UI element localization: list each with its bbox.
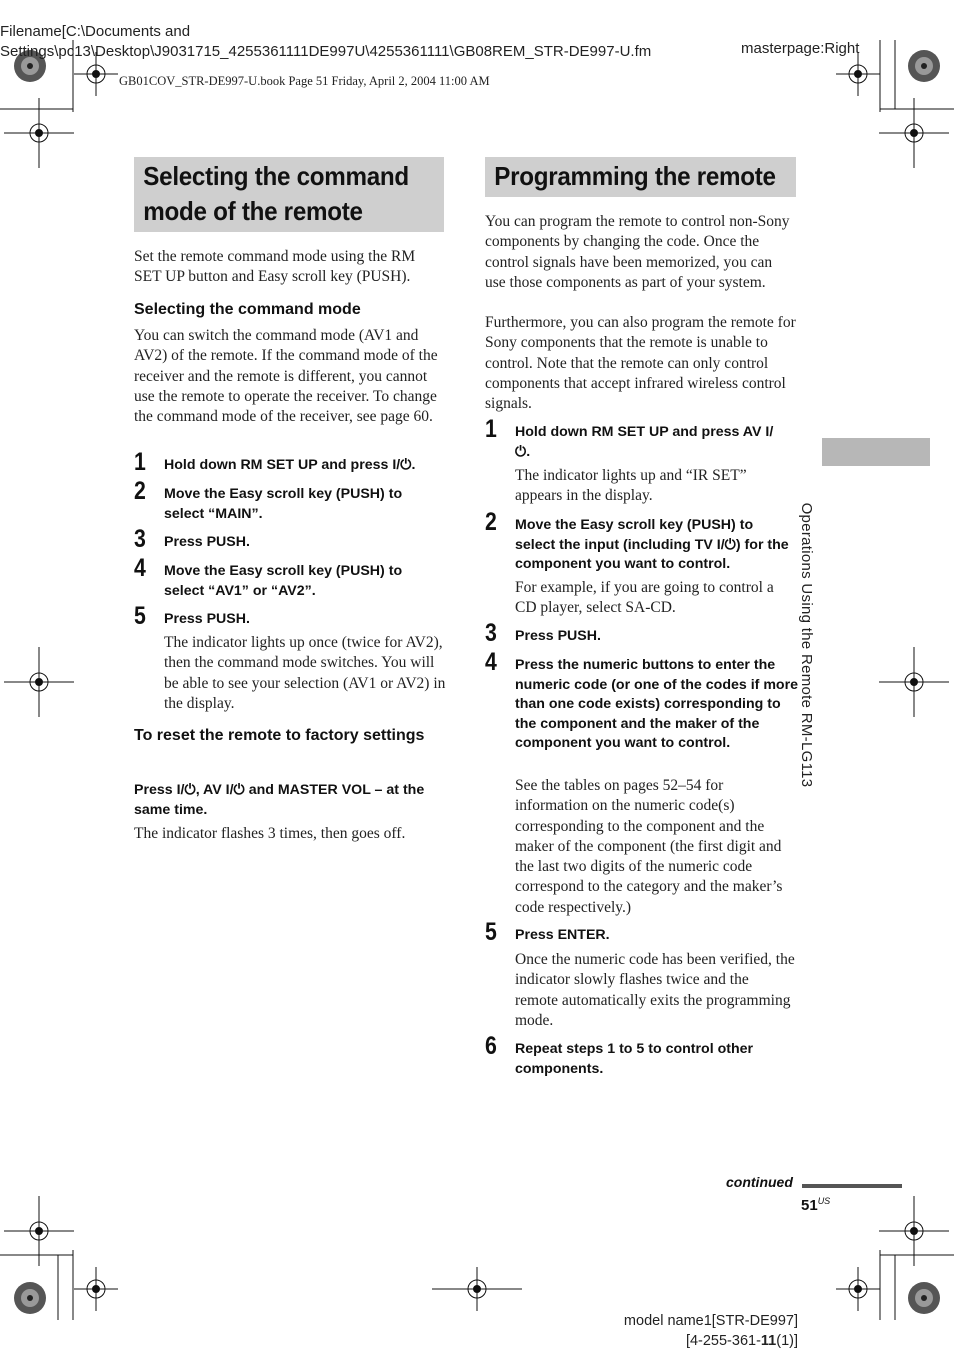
page-number: [801, 1196, 830, 1214]
masterpage-label: masterpage:Right: [741, 40, 860, 57]
left-step-text: Move the Easy scroll key (PUSH) to select “MAIN”.: [164, 486, 403, 522]
right-paragraph-2: Furthermore, you can also program the remote for Sony components that the remote is unable to control. Note that the remote can only control components that accept infrared wireless control signals.: [485, 314, 796, 413]
left-intro: Set the remote command mode using the RM SET UP button and Easy scroll key (PUSH).: [134, 248, 416, 286]
left-step-number: 3: [134, 525, 146, 553]
right-step-number: 6: [485, 1032, 497, 1060]
left-step-text: Press PUSH.: [164, 534, 250, 550]
book-info-line: GB01COV_STR-DE997-U.book Page 51 Friday, April 2, 2004 11:00 AM: [119, 74, 490, 88]
left-paragraph: You can switch the command mode (AV1 and AV2) of the remote. If the command mode of the receiver and the remote is different, you cannot use the remote to operate the receiver. To change the command mode of the receiver, see page 60.: [134, 327, 438, 426]
continued-label: continued: [726, 1174, 793, 1190]
left-step-detail: The indicator lights up once (twice for AV2), then the command mode switches. You will be able to see your selection (AV1 or AV2) in the display.: [164, 634, 446, 712]
continued-rule: [802, 1184, 902, 1188]
left-step-number: 4: [134, 554, 146, 582]
left-step-text: Hold down RM SET UP and press I/⏻.: [164, 457, 416, 473]
right-step-number: 3: [485, 619, 497, 647]
reset-heading: To reset the remote to factory settings: [134, 727, 425, 744]
right-step-detail: Once the numeric code has been verified, the indicator slowly flashes twice and the remote automatically exits the programming mode.: [515, 951, 795, 1029]
model-line-1: model name1[STR-DE997]: [623, 1313, 798, 1329]
right-paragraph-1: You can program the remote to control non-Sony components by changing the code. Once the control signals have been memorized, you can use those components as part of your system.: [485, 213, 790, 291]
left-step-number: 1: [134, 448, 146, 476]
left-step-text: Move the Easy scroll key (PUSH) to select “AV1” or “AV2”.: [164, 563, 403, 599]
right-section-heading: Programming the remote: [494, 161, 776, 191]
right-step-number: 1: [485, 415, 497, 443]
right-step-text: Hold down RM SET UP and press AV I/⏻.: [515, 424, 774, 460]
left-step-number: 2: [134, 477, 146, 505]
right-section-heading-box: [485, 157, 796, 197]
right-step-detail: The indicator lights up and “IR SET” appears in the display.: [515, 467, 747, 505]
left-step-text: Press PUSH.: [164, 611, 250, 627]
left-subheading: Selecting the command mode: [134, 301, 361, 318]
right-step-number: 4: [485, 648, 497, 676]
page-number-suffix: US: [817, 1196, 831, 1206]
right-step-text: Press the numeric buttons to enter the numeric code (or one of the codes if more than one code exists) corresponding to the component and the maker of the component you want to control.: [515, 657, 799, 751]
model-info: [560, 1311, 798, 1351]
right-step-text: Repeat steps 1 to 5 to control other components.: [515, 1041, 754, 1077]
right-step-text: Press PUSH.: [515, 628, 601, 644]
model-line-2: [560, 1331, 798, 1351]
right-step-detail: See the tables on pages 52–54 for information on the numeric code(s) corresponding to the component and the maker of the component (the first digit and the last two digits of the numeric code correspond to the category and the maker’s code respectively.): [515, 777, 783, 916]
left-step-number: 5: [134, 602, 146, 630]
model-code-suffix: (1)]: [776, 1333, 798, 1349]
right-step-text: Move the Easy scroll key (PUSH) to select the input (including TV I/⏻) for the component you want to control.: [515, 517, 789, 572]
section-tab-marker: [822, 438, 930, 466]
file-path-slug: Filename[C:\Documents and Settings\pc13\Desktop\J9031715_4255361111DE997U\4255361111\GB08REM_STR-DE997-U.fm: [0, 23, 652, 60]
right-step-detail: For example, if you are going to control a CD player, select SA-CD.: [515, 579, 774, 617]
reset-instruction: Press I/⏻, AV I/⏻ and MASTER VOL – at the same time.: [134, 782, 425, 818]
reset-result: The indicator flashes 3 times, then goes off.: [134, 825, 406, 842]
right-step-text: Press ENTER.: [515, 927, 610, 943]
page-number-value: 51: [801, 1197, 818, 1214]
left-section-heading: Selecting the command mode of the remote: [143, 161, 409, 226]
section-tab-label: Operations Using the Remote RM-LG113: [798, 502, 815, 788]
left-section-heading-box: [134, 157, 444, 232]
model-code-prefix: [4-255-361-: [685, 1333, 761, 1349]
right-step-number: 5: [485, 918, 497, 946]
model-code-revision: 11: [760, 1333, 777, 1349]
right-step-number: 2: [485, 508, 497, 536]
